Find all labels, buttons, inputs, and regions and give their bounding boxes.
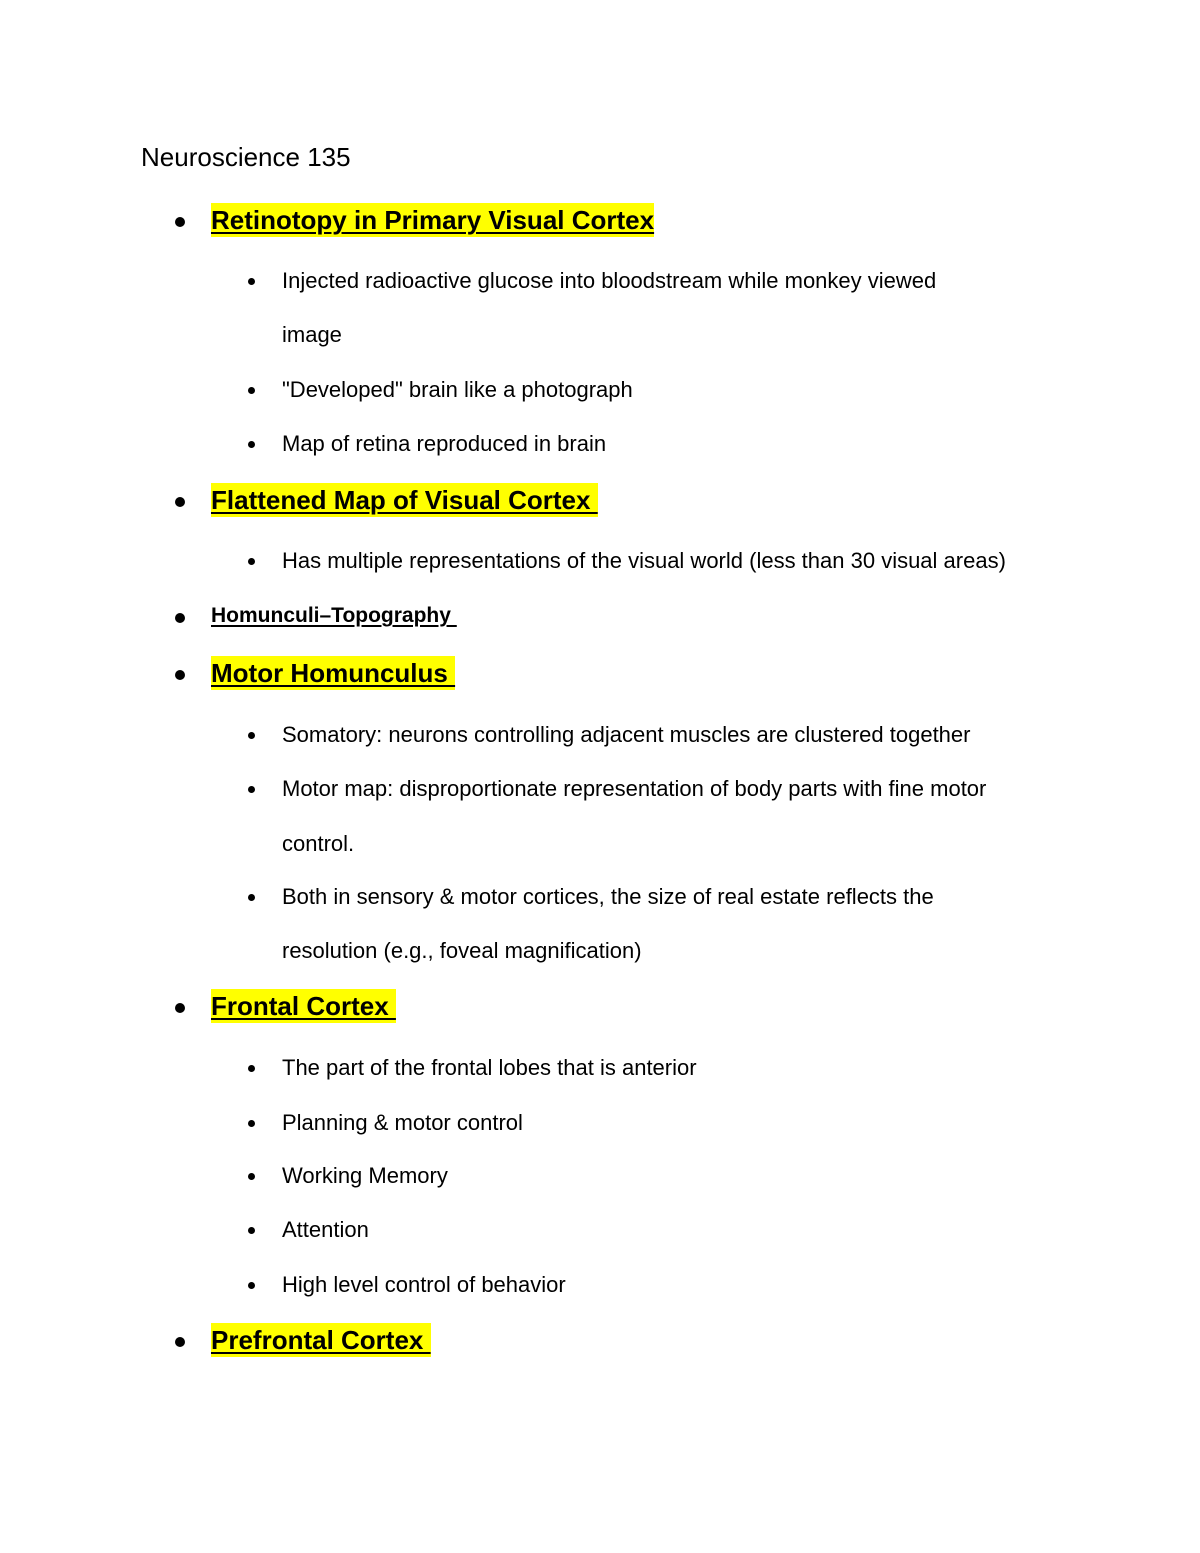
list-item-text: Attention (282, 1217, 369, 1242)
list-item (0, 1052, 1200, 1084)
bullet-icon (248, 1173, 255, 1180)
bullet-icon (175, 1337, 185, 1347)
list-item-continuation: control. (282, 831, 355, 856)
bullet-icon (248, 1120, 255, 1127)
bullet-icon (248, 441, 255, 448)
section-heading-retinotopy (0, 203, 1200, 239)
list-item (0, 719, 1200, 751)
list-item (0, 545, 1200, 577)
list-item-continuation: image (282, 322, 342, 347)
bullet-icon (175, 613, 185, 623)
bullet-icon (175, 670, 185, 680)
heading-text: Flattened Map of Visual Cortex (211, 485, 598, 515)
list-item-continuation: resolution (e.g., foveal magnification) (282, 938, 642, 963)
heading-text: Frontal Cortex (211, 991, 396, 1021)
list-item-text: "Developed" brain like a photograph (282, 377, 633, 402)
list-item-text: High level control of behavior (282, 1272, 566, 1297)
list-item-text: Motor map: disproportionate representation of body parts with fine motor (282, 776, 987, 801)
list-item-text: Injected radioactive glucose into bloodstream while monkey viewed (282, 268, 937, 293)
list-item (0, 1214, 1200, 1246)
document-title: Neuroscience 135 (141, 142, 351, 172)
bullet-icon (248, 1227, 255, 1234)
heading-text: Retinotopy in Primary Visual Cortex (211, 205, 655, 235)
list-item-text: Both in sensory & motor cortices, the size of real estate reflects the (282, 884, 934, 909)
section-heading-flattened-map (0, 483, 1200, 519)
list-item-text: Has multiple representations of the visual world (less than 30 visual areas) (282, 548, 1006, 573)
list-item (0, 1107, 1200, 1139)
bullet-icon (248, 894, 255, 901)
list-item (0, 773, 1200, 805)
bullet-icon (175, 497, 185, 507)
list-item (0, 1269, 1200, 1301)
list-item (0, 1160, 1200, 1192)
list-item-text: The part of the frontal lobes that is anterior (282, 1055, 697, 1080)
bullet-icon (248, 387, 255, 394)
bullet-icon (248, 732, 255, 739)
section-heading-frontal-cortex (0, 989, 1200, 1025)
list-item-text: Working Memory (282, 1163, 448, 1188)
list-item-text: Map of retina reproduced in brain (282, 431, 607, 456)
bullet-icon (175, 217, 185, 227)
bullet-icon (248, 558, 255, 565)
bullet-icon (248, 1065, 255, 1072)
list-item (0, 881, 1200, 913)
heading-text: Motor Homunculus (211, 658, 456, 688)
bullet-icon (248, 278, 255, 285)
heading-text: Prefrontal Cortex (211, 1325, 431, 1355)
bullet-icon (248, 1282, 255, 1289)
list-item (0, 265, 1200, 297)
section-heading-prefrontal-cortex (0, 1323, 1200, 1359)
list-item (0, 374, 1200, 406)
list-item-text: Somatory: neurons controlling adjacent muscles are clustered together (282, 722, 971, 747)
section-heading-motor-homunculus (0, 656, 1200, 692)
heading-text: Homunculi–Topography (211, 604, 457, 627)
bullet-icon (175, 1003, 185, 1013)
section-heading-homunculi (0, 599, 1200, 635)
list-item (0, 428, 1200, 460)
bullet-icon (248, 786, 255, 793)
list-item-text: Planning & motor control (282, 1110, 523, 1135)
